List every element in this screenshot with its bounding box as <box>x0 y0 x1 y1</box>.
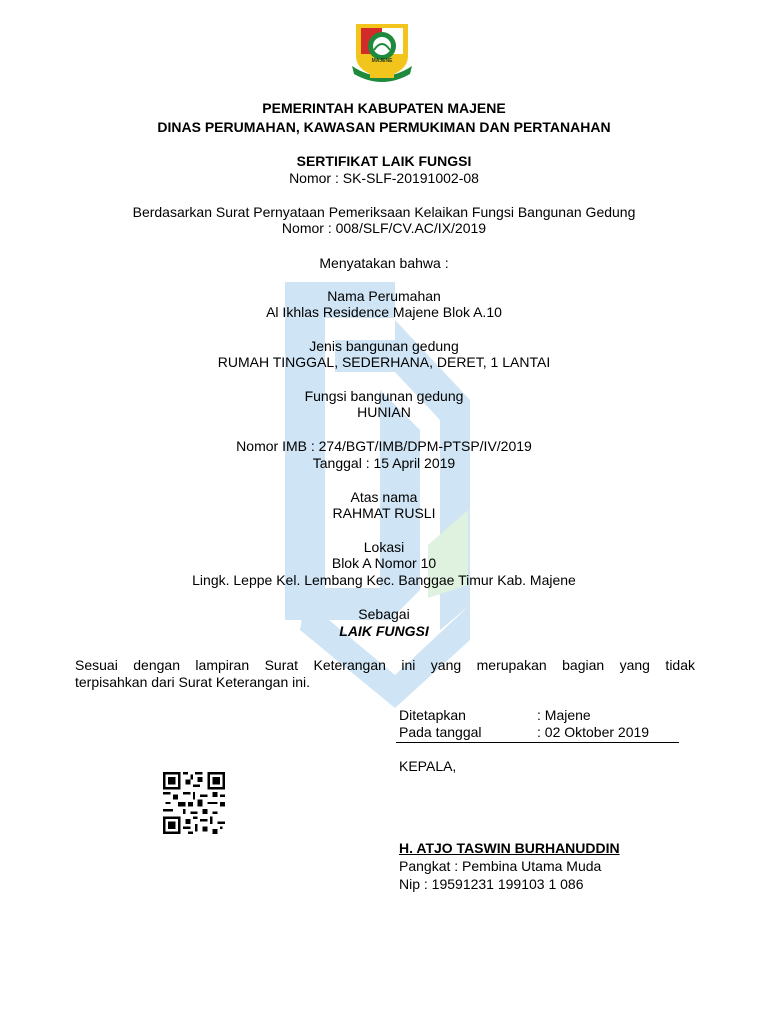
building-type-value: RUMAH TINGGAL, SEDERHANA, DERET, 1 LANTAI <box>217 354 551 370</box>
location-block: Blok A Nomor 10 <box>331 555 437 571</box>
issued-place-value: : Majene <box>537 707 591 723</box>
header-agency: DINAS PERUMAHAN, KAWASAN PERMUKIMAN DAN PERTANAHAN <box>157 119 611 135</box>
note-line-1: Sesuai dengan lampiran Surat Keterangan ini yang merupakan bagian yang tidak <box>75 657 695 673</box>
certificate-number: Nomor : SK-SLF-20191002-08 <box>289 170 479 186</box>
signatory-nip: Nip : 19591231 199103 1 086 <box>399 876 584 892</box>
issued-date-label: Pada tanggal <box>399 724 482 740</box>
regency-emblem-logo <box>350 16 414 84</box>
issued-date-value: : 02 Oktober 2019 <box>537 724 650 740</box>
as-label: Sebagai <box>358 606 410 622</box>
location-address: Lingk. Leppe Kel. Lembang Kec. Banggae Timur Kab. Majene <box>192 572 576 588</box>
imb-number: Nomor IMB : 274/BGT/IMB/DPM-PTSP/IV/2019 <box>236 438 532 454</box>
signatory-position: KEPALA, <box>399 758 457 774</box>
note-line-2: terpisahkan dari Surat Keterangan ini. <box>75 674 311 690</box>
header-government: PEMERINTAH KABUPATEN MAJENE <box>262 100 506 116</box>
basis-text: Berdasarkan Surat Pernyataan Pemeriksaan Kelaikan Fungsi Bangunan Gedung <box>132 204 636 220</box>
housing-value: Al Ikhlas Residence Majene Blok A.10 <box>266 304 502 320</box>
certificate-title: SERTIFIKAT LAIK FUNGSI <box>296 153 472 169</box>
signatory-rank: Pangkat : Pembina Utama Muda <box>399 858 602 874</box>
note-paragraph <box>75 657 695 691</box>
location-label: Lokasi <box>363 539 405 555</box>
issuance-divider <box>396 742 679 743</box>
basis-number: Nomor : 008/SLF/CV.AC/IX/2019 <box>281 220 487 236</box>
declaration-text: Menyatakan bahwa : <box>319 255 449 271</box>
as-value: LAIK FUNGSI <box>339 623 429 639</box>
owner-value: RAHMAT RUSLI <box>332 505 436 521</box>
imb-date: Tanggal : 15 April 2019 <box>312 455 456 471</box>
owner-label: Atas nama <box>350 489 418 505</box>
qr-code <box>163 772 225 834</box>
housing-label: Nama Perumahan <box>327 288 441 304</box>
building-type-label: Jenis bangunan gedung <box>309 338 459 354</box>
building-function-value: HUNIAN <box>357 404 411 420</box>
issued-place-label: Ditetapkan <box>399 707 466 723</box>
signatory-name: H. ATJO TASWIN BURHANUDDIN <box>399 840 620 856</box>
building-function-label: Fungsi bangunan gedung <box>304 388 464 404</box>
logo-text: MAJENE <box>371 58 393 64</box>
